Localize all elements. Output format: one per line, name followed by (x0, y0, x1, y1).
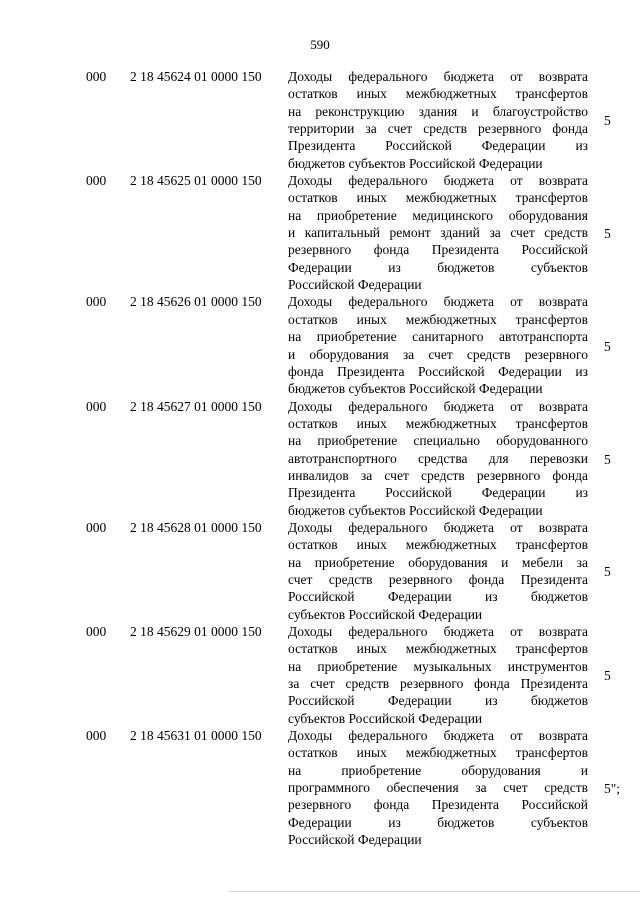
standard-percent: 5 (604, 564, 611, 580)
description-line: остатков иных межбюджетных трансфертов (288, 311, 588, 327)
description-line: субъектов Российской Федерации (288, 710, 483, 726)
description-line: автотранспортного средства для перевозки (288, 450, 588, 466)
standard-percent: 5 (604, 113, 611, 129)
description-line: резервного фонда Президента Российской (288, 242, 588, 258)
budget-classification-code: 2 18 45627 01 0000 150 (130, 398, 262, 414)
description-line: и оборудования за счет средств резервного (288, 346, 588, 362)
description-line: Доходы федерального бюджета от возврата (288, 69, 588, 84)
description-line: остатков иных межбюджетных трансфертов (288, 537, 588, 553)
standard-percent: 5 (604, 338, 611, 354)
income-description (288, 293, 588, 397)
description-line: территории за счет средств резервного фонда (288, 121, 588, 137)
income-description (288, 519, 588, 623)
description-line: субъектов Российской Федерации (288, 606, 483, 622)
description-line: остатков иных межбюджетных трансфертов (288, 190, 588, 206)
description-line: счет средств резервного фонда Президента (288, 571, 588, 587)
budget-classification-code: 2 18 45626 01 0000 150 (130, 294, 262, 310)
table-row (0, 519, 640, 623)
budget-table (0, 68, 640, 848)
description-line: за счет средств резервного фонда Президента (288, 676, 588, 692)
admin-code: 000 (86, 294, 107, 310)
description-line: бюджетов субъектов Российской Федерации (288, 502, 543, 518)
table-row (0, 623, 640, 727)
standard-percent: 5"; (604, 781, 621, 797)
description-line: программного обеспечения за счет средств (288, 780, 588, 796)
description-line: бюджетов субъектов Российской Федерации (288, 381, 543, 397)
description-line: остатков иных межбюджетных трансфертов (288, 415, 588, 431)
income-description (288, 172, 588, 293)
standard-percent: 5 (604, 226, 611, 242)
description-line: на приобретение медицинского оборудования (288, 207, 588, 223)
description-line: Доходы федерального бюджета от возврата (288, 519, 588, 535)
description-line: на приобретение оборудования и (288, 762, 588, 778)
admin-code: 000 (86, 624, 107, 639)
description-line: Российской Федерации из бюджетов (288, 693, 588, 709)
admin-code: 000 (86, 728, 107, 744)
description-line: Российской Федерации (288, 832, 422, 848)
budget-classification-code: 2 18 45624 01 0000 150 (130, 69, 262, 84)
description-line: и капитальный ремонт зданий за счет средств (288, 225, 588, 241)
description-line: остатков иных межбюджетных трансфертов (288, 745, 588, 761)
table-row (0, 293, 640, 397)
table-row (0, 68, 640, 172)
budget-classification-code: 2 18 45625 01 0000 150 (130, 173, 262, 189)
description-line: на приобретение санитарного автотранспорта (288, 329, 588, 345)
income-description (288, 623, 588, 727)
description-line: Российской Федерации (288, 277, 422, 293)
table-row (0, 727, 640, 848)
standard-percent: 5 (604, 668, 611, 684)
description-line: фонда Президента Российской Федерации из (288, 363, 588, 379)
admin-code: 000 (86, 398, 107, 414)
description-line: остатков иных межбюджетных трансфертов (288, 641, 588, 657)
income-description (288, 727, 588, 848)
description-line: Доходы федерального бюджета от возврата (288, 728, 588, 744)
description-line: на приобретение музыкальных инструментов (288, 658, 588, 674)
description-line: инвалидов за счет средств резервного фонда (288, 467, 588, 483)
description-line: на приобретение специально оборудованного (288, 433, 588, 449)
page-number: 590 (310, 37, 330, 52)
description-line: Доходы федерального бюджета от возврата (288, 398, 588, 414)
description-line: на приобретение оборудования и мебели за (288, 554, 588, 570)
description-line: Доходы федерального бюджета от возврата (288, 173, 588, 189)
table-row (0, 398, 640, 519)
income-description (288, 398, 588, 519)
description-line: на реконструкцию здания и благоустройство (288, 103, 588, 119)
budget-classification-code: 2 18 45628 01 0000 150 (130, 519, 262, 535)
table-row (0, 172, 640, 293)
admin-code: 000 (86, 69, 107, 84)
description-line: бюджетов субъектов Российской Федерации (288, 155, 543, 171)
description-line: Федерации из бюджетов субъектов (288, 259, 588, 275)
scan-edge-line (228, 891, 640, 892)
description-line: Доходы федерального бюджета от возврата (288, 294, 588, 310)
description-line: Президента Российской Федерации из (288, 138, 588, 154)
description-line: остатков иных межбюджетных трансфертов (288, 86, 588, 102)
description-line: резервного фонда Президента Российской (288, 797, 588, 813)
admin-code: 000 (86, 519, 107, 535)
description-line: Федерации из бюджетов субъектов (288, 814, 588, 830)
description-line: Доходы федерального бюджета от возврата (288, 624, 588, 639)
description-line: Российской Федерации из бюджетов (288, 589, 588, 605)
admin-code: 000 (86, 173, 107, 189)
budget-classification-code: 2 18 45629 01 0000 150 (130, 624, 262, 639)
income-description (288, 68, 588, 172)
budget-classification-code: 2 18 45631 01 0000 150 (130, 728, 262, 744)
description-line: Президента Российской Федерации из (288, 485, 588, 501)
standard-percent: 5 (604, 451, 611, 467)
